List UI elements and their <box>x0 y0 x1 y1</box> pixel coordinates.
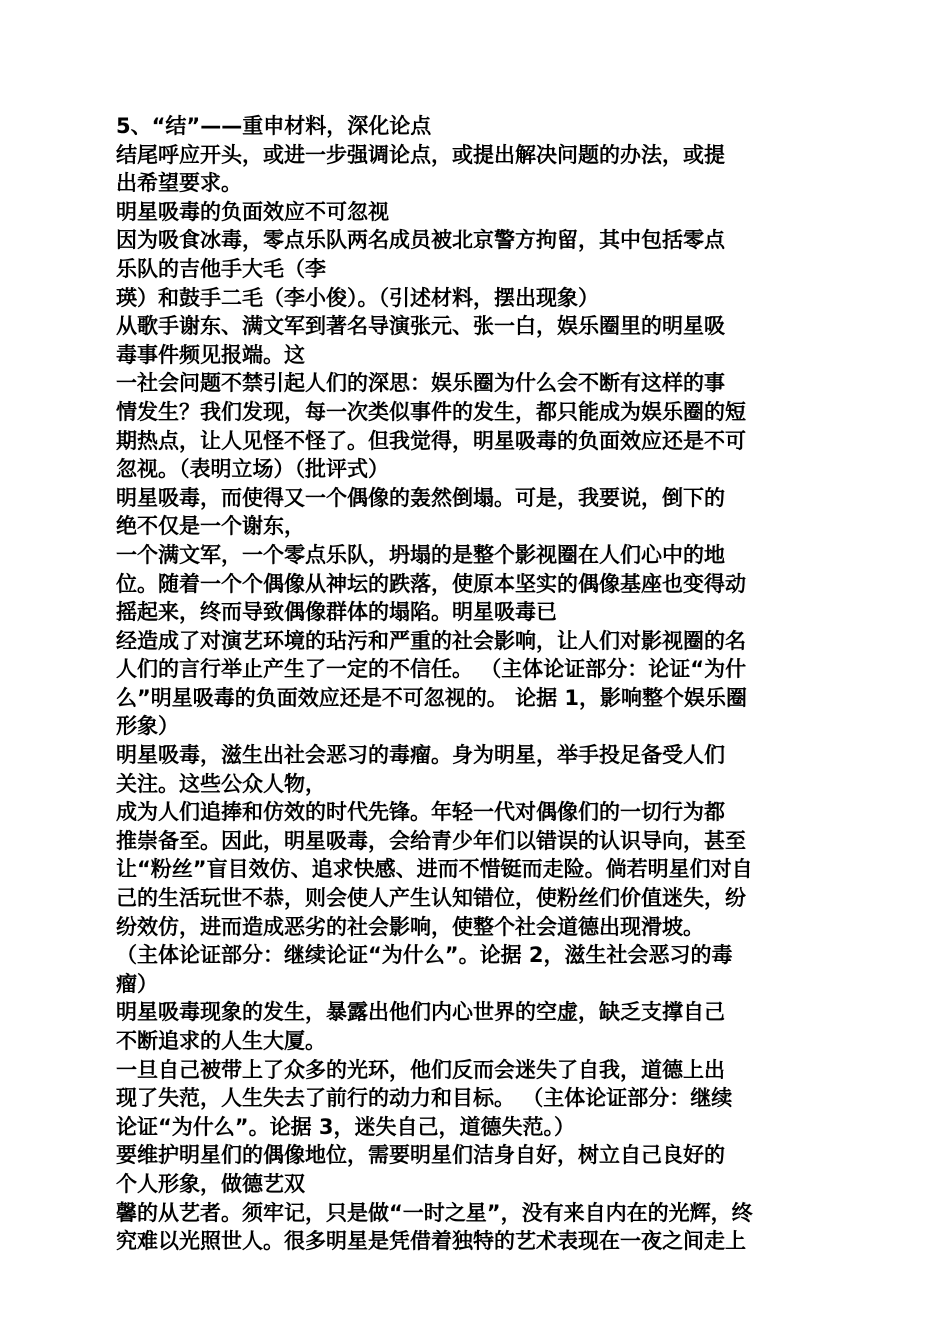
text-line: 个人形象，做德艺双 <box>116 1171 305 1196</box>
text-line: 形象） <box>116 714 179 739</box>
text-line: 么”明星吸毒的负面效应还是不可忽视的。 论据 1，影响整个娱乐圈 <box>116 685 748 710</box>
text-line: 从歌手谢东、满文军到著名导演张元、张一白，娱乐圈里的明星吸 <box>116 314 725 339</box>
text-line: 现了失范，人生失去了前行的动力和目标。 （主体论证部分：继续 <box>116 1086 733 1111</box>
text-line: 瑛）和鼓手二毛（李小俊）。（引述材料，摆出现象） <box>116 285 599 310</box>
text-line: 明星吸毒，滋生出社会恶习的毒瘤。身为明星，举手投足备受人们 <box>116 743 725 768</box>
text-line: 忽视。（表明立场）（批评式） <box>116 457 389 482</box>
text-line: 位。随着一个个偶像从神坛的跌落，使原本坚实的偶像基座也变得动 <box>116 571 746 596</box>
text-line: 推崇备至。因此，明星吸毒，会给青少年们以错误的认识导向，甚至 <box>116 828 746 853</box>
text-line: 情发生？我们发现，每一次类似事件的发生，都只能成为娱乐圈的短 <box>116 399 746 424</box>
text-line: 要维护明星们的偶像地位，需要明星们洁身自好，树立自己良好的 <box>116 1143 725 1168</box>
document-page <box>116 112 836 1256</box>
text-line: 纷效仿，进而造成恶劣的社会影响，使整个社会道德出现滑坡。 <box>116 914 704 939</box>
text-line: 结尾呼应开头，或进一步强调论点，或提出解决问题的办法，或提 <box>116 142 725 167</box>
text-line: 明星吸毒的负面效应不可忽视 <box>116 199 389 224</box>
text-line: 己的生活玩世不恭，则会使人产生认知错位，使粉丝们价值迷失，纷 <box>116 886 746 911</box>
text-line: 瘤） <box>116 971 158 996</box>
text-line: 馨的从艺者。须牢记，只是做“一时之星”，没有来自内在的光辉，终 <box>116 1200 753 1225</box>
text-line: 让“粉丝”盲目效仿、追求快感、进而不惜铤而走险。倘若明星们对自 <box>116 857 753 882</box>
text-line: 一社会问题不禁引起人们的深思：娱乐圈为什么会不断有这样的事 <box>116 371 725 396</box>
text-line: 5、“结”——重申材料，深化论点 <box>116 114 432 138</box>
text-line: （主体论证部分：继续论证“为什么”。论据 2，滋生社会恶习的毒 <box>116 943 733 968</box>
text-line: 一旦自己被带上了众多的光环，他们反而会迷失了自我，道德上出 <box>116 1057 725 1082</box>
text-line: 一个满文军，一个零点乐队，坍塌的是整个影视圈在人们心中的地 <box>116 542 725 567</box>
text-line: 不断追求的人生大厦。 <box>116 1029 326 1053</box>
text-line: 究难以光照世人。很多明星是凭借着独特的艺术表现在一夜之间走上 <box>116 1229 746 1254</box>
text-line: 乐队的吉他手大毛（李 <box>116 256 326 281</box>
text-line: 明星吸毒，而使得又一个偶像的轰然倒塌。可是，我要说，倒下的 <box>116 485 725 510</box>
text-line: 人们的言行举止产生了一定的不信任。 （主体论证部分：论证“为什 <box>116 657 747 682</box>
text-line: 因为吸食冰毒，零点乐队两名成员被北京警方拘留，其中包括零点 <box>116 228 725 253</box>
text-line: 出希望要求。 <box>116 171 242 196</box>
text-line: 毒事件频见报端。这 <box>116 342 305 367</box>
text-line: 关注。这些公众人物， <box>116 771 326 796</box>
text-line: 摇起来，终而导致偶像群体的塌陷。明星吸毒已 <box>116 600 557 625</box>
text-line: 论证“为什么”。论据 3，迷失自己，道德失范。） <box>116 1114 576 1139</box>
text-line: 经造成了对演艺环境的玷污和严重的社会影响，让人们对影视圈的名 <box>116 628 746 653</box>
text-line: 绝不仅是一个谢东， <box>116 514 305 539</box>
text-line: 期热点，让人见怪不怪了。但我觉得，明星吸毒的负面效应还是不可 <box>116 428 746 453</box>
text-line: 成为人们追捧和仿效的时代先锋。年轻一代对偶像们的一切行为都 <box>116 800 725 825</box>
text-line: 明星吸毒现象的发生，暴露出他们内心世界的空虚，缺乏支撑自己 <box>116 1000 725 1025</box>
